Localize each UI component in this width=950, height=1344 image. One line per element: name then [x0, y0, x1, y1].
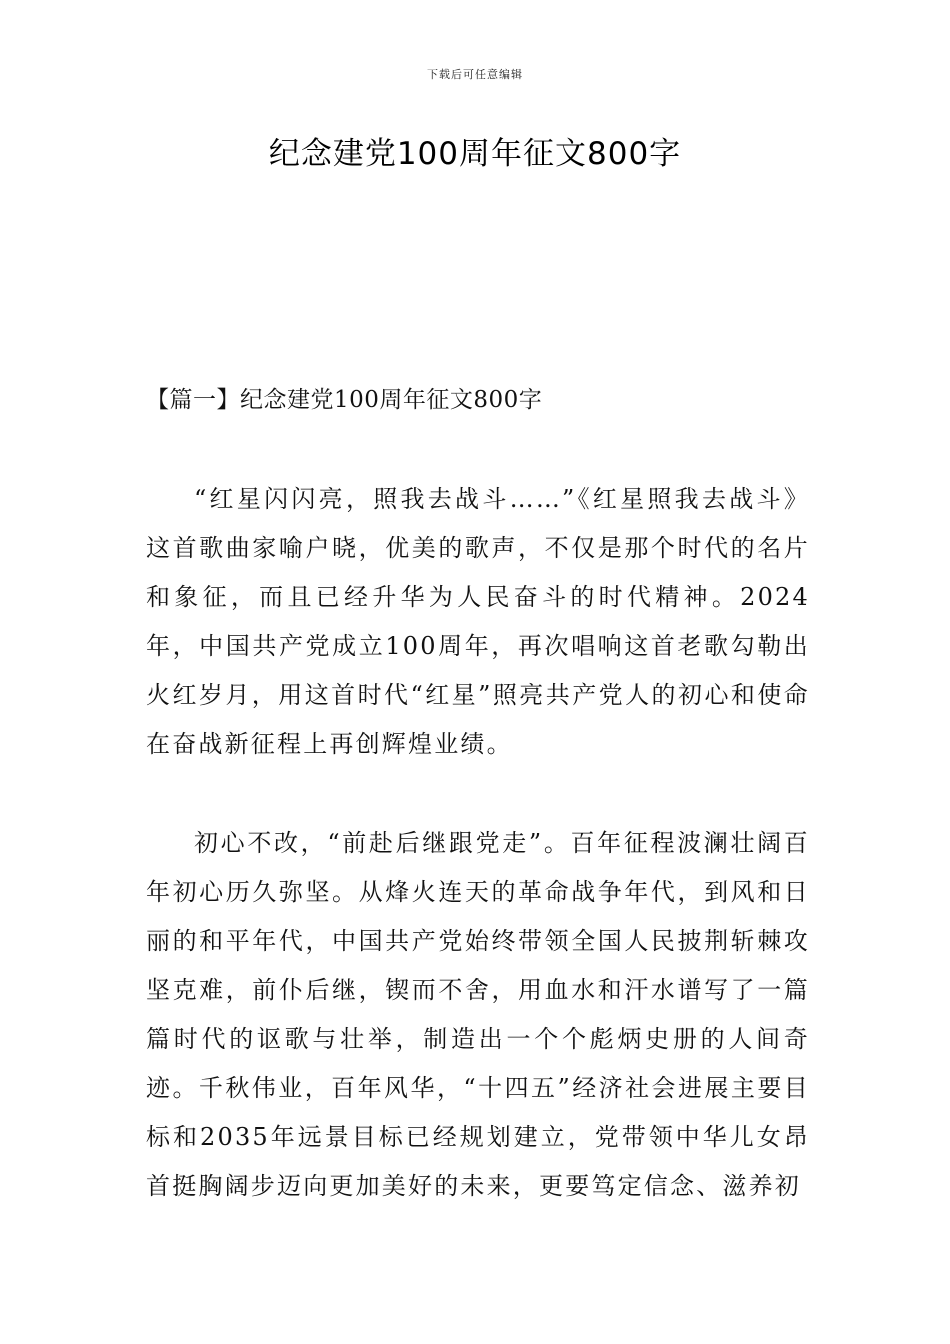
section-heading: 【篇一】纪念建党100周年征文800字 — [146, 387, 543, 413]
body-paragraph-1: “红星闪闪亮，照我去战斗……”《红星照我去战斗》这首歌曲家喻户晓，优美的歌声，不仅是那个时代的名片和象征，而且已经升华为人民奋斗的时代精神。2024年，中国共产党成立100周年，再次唱响这首老歌勾勒出火红岁月，用这首时代“红星”照亮共产党人的初心和使命在奋战新征程上再创辉煌业绩。 — [146, 485, 810, 758]
document-title: 纪念建党100周年征文800字 — [268, 136, 682, 172]
body-paragraph-2: 初心不改，“前赴后继跟党走”。百年征程波澜壮阔百年初心历久弥坚。从烽火连天的革命战争年代，到风和日丽的和平年代，中国共产党始终带领全国人民披荆斩棘攻坚克难，前仆后继，锲而不舍，用血水和汗水谱写了一篇篇时代的讴歌与壮举，制造出一个个彪炳史册的人间奇迹。千秋伟业，百年风华，“十四五”经济社会进展主要目标和2035年远景目标已经规划建立，党带领中华儿女昂首挺胸阔步迈向更加美好的未来，更要笃定信念、滋养初 — [146, 829, 810, 1200]
header-note: 下载后可任意编辑 — [427, 68, 523, 81]
